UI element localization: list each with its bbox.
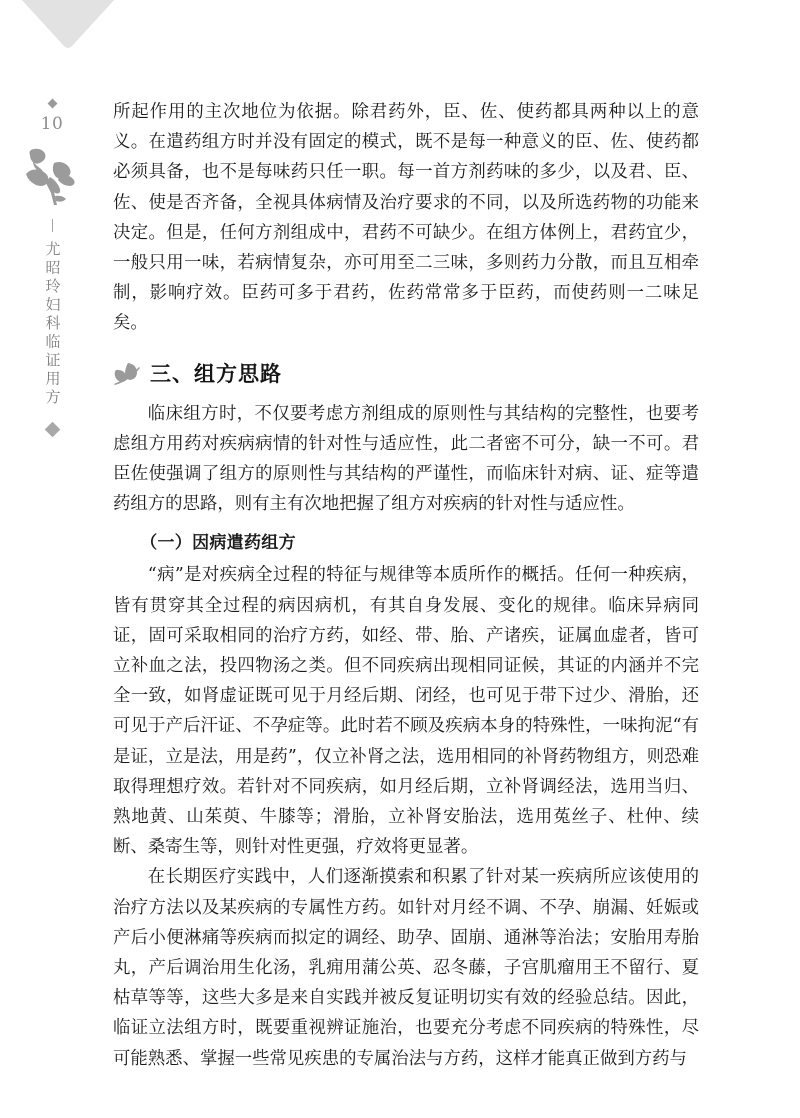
- paragraph-section-intro: 临床组方时，不仅要考虑方剂组成的原则性与其结构的完整性，也要考虑组方用药对疾病病情的针对性与适应性，此二者密不可分，缺一不可。君臣佐使强调了组方的原则性与其结构的严谨性，而临床针对病、证、症等遣药组方的思路，则有主有次地把握了组方对疾病的针对性与适应性。: [113, 403, 699, 515]
- section-heading-text: 三、组方思路: [150, 361, 282, 387]
- running-title: 尤昭玲妇科临证用方: [43, 241, 62, 408]
- flower-sprig-icon: [24, 147, 80, 209]
- diamond-marker-large: [44, 421, 60, 437]
- diamond-marker-small: [47, 99, 57, 109]
- paragraph-opening: 所起作用的主次地位为依据。除君药外，臣、佐、使药都具两种以上的意义。在遣药组方时并没有固定的模式，既不是每一种意义的臣、佐、使药都必须具备，也不是每味药只任一职。每一首方剂药味的多少，以及君、臣、佐、使是否齐备，全视具体病情及治疗要求的不同，以及所选药物的功能来决定。但是，任何方剂组成中，君药不可缺少。在组方体例上，君药宜少，一般只用一味，若病情复杂，亦可用至二三味，多则药力分散，而且互相牵制，影响疗效。臣药可多于君药，佐药常常多于臣药，而使药则一二味足矣。: [113, 102, 699, 334]
- page-sidebar: [0, 100, 104, 435]
- sub-heading: （一）因病遣药组方: [140, 533, 296, 554]
- vertical-rule-dash: [52, 219, 53, 232]
- corner-chevron-shape: [20, 0, 116, 50]
- paragraph-disease-based: “病”是对疾病全过程的特征与规律等本质所作的概括。任何一种疾病，皆有贯穿其全过程的病因病机，有其自身发展、变化的规律。临床异病同证，固可采取相同的治疗方药，如经、带、胎、产诸疾，证属血虚者，皆可立补血之法，投四物汤之类。但不同疾病出现相同证候，其证的内涵并不完全一致，如肾虚证既可见于月经后期、闭经，也可见于带下过少、滑胎，还可见于产后汗证、不孕症等。此时若不顾及疾病本身的特殊性，一味拘泥“有是证，立是法，用是药”，仅立补肾之法，选用相同的补肾药物组方，则恐难取得理想疗效。若针对不同疾病，如月经后期，立补肾调经法，选用当归、熟地黄、山茱萸、牛膝等；滑胎，立补肾安胎法，选用菟丝子、杜仲、续断、桑寄生等，则针对性更强，疗效将更显著。: [113, 565, 699, 858]
- page-number: 10: [40, 114, 64, 134]
- page-content: [113, 97, 699, 1074]
- leaf-sprout-icon: [113, 361, 143, 387]
- section-heading: [113, 361, 699, 387]
- paragraph-clinical-practice: 在长期医疗实践中，人们逐渐摸索和积累了针对某一疾病所应该使用的治疗方法以及某疾病的专属性方药。如针对月经不调、不孕、崩漏、妊娠或产后小便淋痛等疾病而拟定的调经、助孕、固崩、通淋等治法；安胎用寿胎丸，产后调治用生化汤，乳痈用蒲公英、忍冬藤，子宫肌瘤用王不留行、夏枯草等等，这些大多是来自实践并被反复证明切实有效的经验总结。因此，临证立法组方时，既要重视辨证施治，也要充分考虑不同疾病的特殊性，尽可能熟悉、掌握一些常见疾患的专属治法与方药，这样才能真正做到方药与: [113, 867, 699, 1069]
